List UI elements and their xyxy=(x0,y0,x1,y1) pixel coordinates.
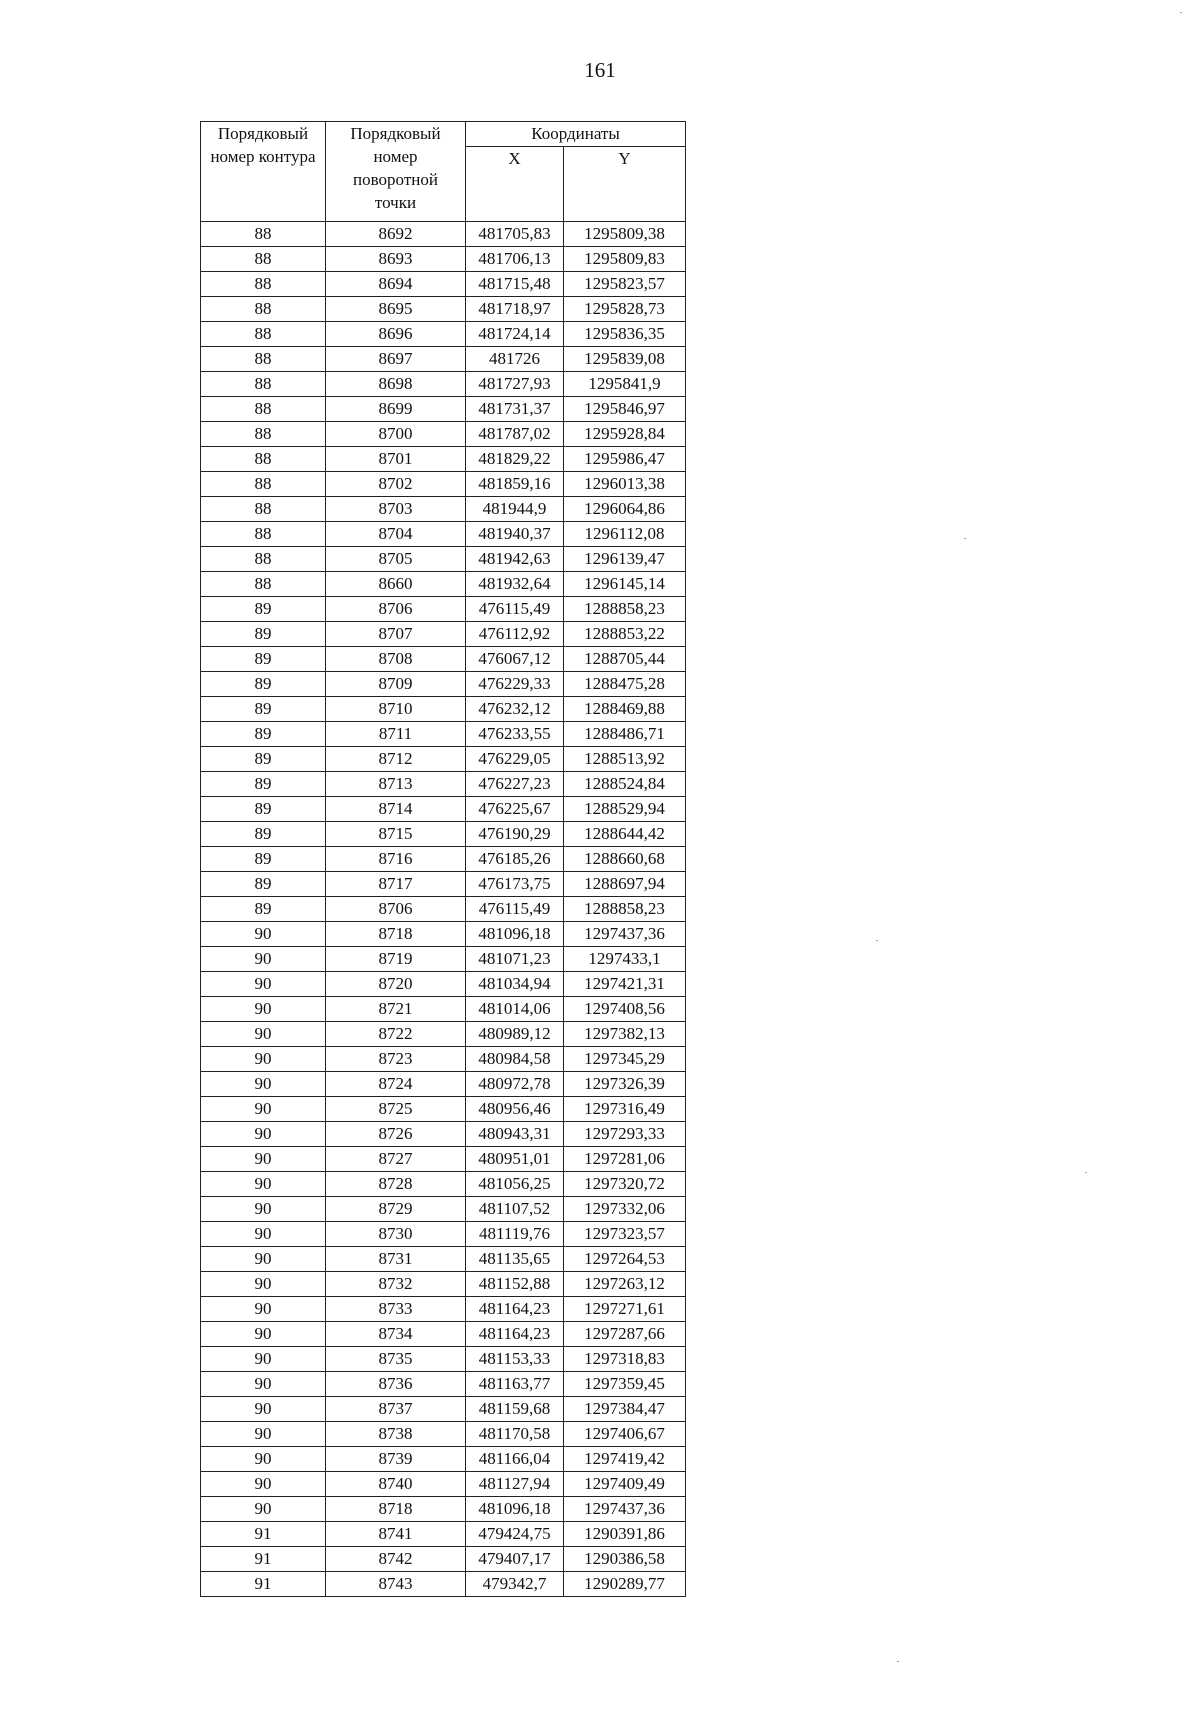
table-row xyxy=(201,1147,686,1172)
scan-speck xyxy=(964,538,966,539)
y-coordinate-cell: 1297384,47 xyxy=(564,1397,686,1422)
header-contour-number: Порядковый номер контура xyxy=(201,122,326,222)
point-number-cell: 8736 xyxy=(326,1372,466,1397)
y-coordinate-cell: 1297316,49 xyxy=(564,1097,686,1122)
contour-number-cell: 88 xyxy=(201,422,326,447)
point-number-cell: 8718 xyxy=(326,922,466,947)
contour-number-cell: 88 xyxy=(201,272,326,297)
coordinates-table xyxy=(200,121,686,1597)
point-number-cell: 8706 xyxy=(326,597,466,622)
x-coordinate-cell: 481159,68 xyxy=(466,1397,564,1422)
table-row xyxy=(201,247,686,272)
table-row xyxy=(201,1022,686,1047)
x-coordinate-cell: 481829,22 xyxy=(466,447,564,472)
point-number-cell: 8726 xyxy=(326,1122,466,1147)
x-coordinate-cell: 481942,63 xyxy=(466,547,564,572)
x-coordinate-cell: 479342,7 xyxy=(466,1572,564,1597)
x-coordinate-cell: 476185,26 xyxy=(466,847,564,872)
y-coordinate-cell: 1288475,28 xyxy=(564,672,686,697)
x-coordinate-cell: 481787,02 xyxy=(466,422,564,447)
point-number-cell: 8741 xyxy=(326,1522,466,1547)
contour-number-cell: 88 xyxy=(201,547,326,572)
x-coordinate-cell: 481726 xyxy=(466,347,564,372)
scan-speck xyxy=(897,1661,899,1662)
contour-number-cell: 90 xyxy=(201,997,326,1022)
x-coordinate-cell: 481135,65 xyxy=(466,1247,564,1272)
table-row xyxy=(201,222,686,247)
y-coordinate-cell: 1288486,71 xyxy=(564,722,686,747)
y-coordinate-cell: 1288513,92 xyxy=(564,747,686,772)
contour-number-cell: 90 xyxy=(201,1347,326,1372)
table-row xyxy=(201,897,686,922)
point-number-cell: 8724 xyxy=(326,1072,466,1097)
point-number-cell: 8702 xyxy=(326,472,466,497)
point-number-cell: 8698 xyxy=(326,372,466,397)
y-coordinate-cell: 1297281,06 xyxy=(564,1147,686,1172)
point-number-cell: 8701 xyxy=(326,447,466,472)
x-coordinate-cell: 481859,16 xyxy=(466,472,564,497)
point-number-cell: 8737 xyxy=(326,1397,466,1422)
y-coordinate-cell: 1297382,13 xyxy=(564,1022,686,1047)
contour-number-cell: 90 xyxy=(201,1147,326,1172)
table-row xyxy=(201,597,686,622)
x-coordinate-cell: 476225,67 xyxy=(466,797,564,822)
y-coordinate-cell: 1297409,49 xyxy=(564,1472,686,1497)
x-coordinate-cell: 476227,23 xyxy=(466,772,564,797)
x-coordinate-cell: 481706,13 xyxy=(466,247,564,272)
contour-number-cell: 90 xyxy=(201,1047,326,1072)
contour-number-cell: 90 xyxy=(201,972,326,997)
y-coordinate-cell: 1297437,36 xyxy=(564,922,686,947)
y-coordinate-cell: 1297406,67 xyxy=(564,1422,686,1447)
x-coordinate-cell: 481107,52 xyxy=(466,1197,564,1222)
point-number-cell: 8704 xyxy=(326,522,466,547)
table-row xyxy=(201,422,686,447)
x-coordinate-cell: 481119,76 xyxy=(466,1222,564,1247)
table-row xyxy=(201,1272,686,1297)
y-coordinate-cell: 1288644,42 xyxy=(564,822,686,847)
contour-number-cell: 91 xyxy=(201,1547,326,1572)
x-coordinate-cell: 481071,23 xyxy=(466,947,564,972)
x-coordinate-cell: 481170,58 xyxy=(466,1422,564,1447)
point-number-cell: 8739 xyxy=(326,1447,466,1472)
contour-number-cell: 90 xyxy=(201,1172,326,1197)
contour-number-cell: 89 xyxy=(201,797,326,822)
contour-number-cell: 89 xyxy=(201,872,326,897)
x-coordinate-cell: 480956,46 xyxy=(466,1097,564,1122)
table-row xyxy=(201,547,686,572)
table-row xyxy=(201,722,686,747)
point-number-cell: 8727 xyxy=(326,1147,466,1172)
y-coordinate-cell: 1288858,23 xyxy=(564,897,686,922)
x-coordinate-cell: 481164,23 xyxy=(466,1322,564,1347)
point-number-cell: 8708 xyxy=(326,647,466,672)
header-coordinates: Координаты xyxy=(466,122,686,147)
point-number-cell: 8693 xyxy=(326,247,466,272)
x-coordinate-cell: 481715,48 xyxy=(466,272,564,297)
table-row xyxy=(201,1372,686,1397)
y-coordinate-cell: 1297320,72 xyxy=(564,1172,686,1197)
x-coordinate-cell: 476233,55 xyxy=(466,722,564,747)
table-row xyxy=(201,447,686,472)
point-number-cell: 8715 xyxy=(326,822,466,847)
point-number-cell: 8738 xyxy=(326,1422,466,1447)
table-row xyxy=(201,872,686,897)
table-row xyxy=(201,947,686,972)
y-coordinate-cell: 1290289,77 xyxy=(564,1572,686,1597)
y-coordinate-cell: 1297359,45 xyxy=(564,1372,686,1397)
contour-number-cell: 90 xyxy=(201,1297,326,1322)
y-coordinate-cell: 1296145,14 xyxy=(564,572,686,597)
y-coordinate-cell: 1288660,68 xyxy=(564,847,686,872)
x-coordinate-cell: 480984,58 xyxy=(466,1047,564,1072)
point-number-cell: 8714 xyxy=(326,797,466,822)
contour-number-cell: 90 xyxy=(201,1222,326,1247)
point-number-cell: 8728 xyxy=(326,1172,466,1197)
y-coordinate-cell: 1297271,61 xyxy=(564,1297,686,1322)
y-coordinate-cell: 1290386,58 xyxy=(564,1547,686,1572)
table-row xyxy=(201,772,686,797)
table-row xyxy=(201,797,686,822)
table-row xyxy=(201,972,686,997)
point-number-cell: 8699 xyxy=(326,397,466,422)
table-row xyxy=(201,622,686,647)
scan-speck xyxy=(876,940,878,941)
contour-number-cell: 89 xyxy=(201,697,326,722)
x-coordinate-cell: 476115,49 xyxy=(466,597,564,622)
y-coordinate-cell: 1297437,36 xyxy=(564,1497,686,1522)
point-number-cell: 8735 xyxy=(326,1347,466,1372)
table-row xyxy=(201,372,686,397)
x-coordinate-cell: 481014,06 xyxy=(466,997,564,1022)
contour-number-cell: 90 xyxy=(201,1497,326,1522)
point-number-cell: 8711 xyxy=(326,722,466,747)
scan-speck xyxy=(1180,12,1182,13)
y-coordinate-cell: 1288524,84 xyxy=(564,772,686,797)
x-coordinate-cell: 481152,88 xyxy=(466,1272,564,1297)
point-number-cell: 8743 xyxy=(326,1572,466,1597)
contour-number-cell: 88 xyxy=(201,472,326,497)
point-number-cell: 8700 xyxy=(326,422,466,447)
point-number-cell: 8721 xyxy=(326,997,466,1022)
x-coordinate-cell: 476229,05 xyxy=(466,747,564,772)
contour-number-cell: 90 xyxy=(201,1472,326,1497)
y-coordinate-cell: 1297293,33 xyxy=(564,1122,686,1147)
table-row xyxy=(201,1347,686,1372)
table-row xyxy=(201,1547,686,1572)
y-coordinate-cell: 1297433,1 xyxy=(564,947,686,972)
y-coordinate-cell: 1297421,31 xyxy=(564,972,686,997)
y-coordinate-cell: 1295828,73 xyxy=(564,297,686,322)
point-number-cell: 8742 xyxy=(326,1547,466,1572)
y-coordinate-cell: 1295846,97 xyxy=(564,397,686,422)
point-number-cell: 8733 xyxy=(326,1297,466,1322)
point-number-cell: 8709 xyxy=(326,672,466,697)
contour-number-cell: 89 xyxy=(201,897,326,922)
contour-number-cell: 88 xyxy=(201,372,326,397)
point-number-cell: 8712 xyxy=(326,747,466,772)
table-row xyxy=(201,1422,686,1447)
y-coordinate-cell: 1297264,53 xyxy=(564,1247,686,1272)
contour-number-cell: 90 xyxy=(201,1272,326,1297)
contour-number-cell: 91 xyxy=(201,1572,326,1597)
contour-number-cell: 88 xyxy=(201,447,326,472)
y-coordinate-cell: 1296112,08 xyxy=(564,522,686,547)
x-coordinate-cell: 481164,23 xyxy=(466,1297,564,1322)
table-row xyxy=(201,1072,686,1097)
point-number-cell: 8729 xyxy=(326,1197,466,1222)
header-x: X xyxy=(466,147,564,222)
point-number-cell: 8716 xyxy=(326,847,466,872)
x-coordinate-cell: 479407,17 xyxy=(466,1547,564,1572)
table-row xyxy=(201,822,686,847)
x-coordinate-cell: 479424,75 xyxy=(466,1522,564,1547)
x-coordinate-cell: 480989,12 xyxy=(466,1022,564,1047)
table-header xyxy=(201,122,686,222)
x-coordinate-cell: 481724,14 xyxy=(466,322,564,347)
table-row xyxy=(201,1047,686,1072)
x-coordinate-cell: 476229,33 xyxy=(466,672,564,697)
x-coordinate-cell: 480951,01 xyxy=(466,1147,564,1172)
point-number-cell: 8710 xyxy=(326,697,466,722)
point-number-cell: 8703 xyxy=(326,497,466,522)
contour-number-cell: 88 xyxy=(201,222,326,247)
y-coordinate-cell: 1295836,35 xyxy=(564,322,686,347)
table-body xyxy=(201,222,686,1597)
contour-number-cell: 90 xyxy=(201,1022,326,1047)
table-row xyxy=(201,522,686,547)
table-row xyxy=(201,472,686,497)
table-row xyxy=(201,922,686,947)
y-coordinate-cell: 1288858,23 xyxy=(564,597,686,622)
x-coordinate-cell: 476112,92 xyxy=(466,622,564,647)
table-row xyxy=(201,1522,686,1547)
contour-number-cell: 90 xyxy=(201,1072,326,1097)
x-coordinate-cell: 481731,37 xyxy=(466,397,564,422)
y-coordinate-cell: 1295809,38 xyxy=(564,222,686,247)
contour-number-cell: 90 xyxy=(201,1397,326,1422)
contour-number-cell: 88 xyxy=(201,247,326,272)
point-number-cell: 8732 xyxy=(326,1272,466,1297)
point-number-cell: 8740 xyxy=(326,1472,466,1497)
x-coordinate-cell: 476115,49 xyxy=(466,897,564,922)
y-coordinate-cell: 1297345,29 xyxy=(564,1047,686,1072)
contour-number-cell: 89 xyxy=(201,597,326,622)
y-coordinate-cell: 1288697,94 xyxy=(564,872,686,897)
header-y: Y xyxy=(564,147,686,222)
y-coordinate-cell: 1296064,86 xyxy=(564,497,686,522)
y-coordinate-cell: 1288705,44 xyxy=(564,647,686,672)
point-number-cell: 8717 xyxy=(326,872,466,897)
contour-number-cell: 89 xyxy=(201,647,326,672)
contour-number-cell: 88 xyxy=(201,397,326,422)
point-number-cell: 8713 xyxy=(326,772,466,797)
y-coordinate-cell: 1296013,38 xyxy=(564,472,686,497)
contour-number-cell: 89 xyxy=(201,672,326,697)
x-coordinate-cell: 481127,94 xyxy=(466,1472,564,1497)
contour-number-cell: 90 xyxy=(201,1247,326,1272)
contour-number-cell: 90 xyxy=(201,1122,326,1147)
x-coordinate-cell: 481718,97 xyxy=(466,297,564,322)
table-row xyxy=(201,1197,686,1222)
contour-number-cell: 88 xyxy=(201,322,326,347)
x-coordinate-cell: 481166,04 xyxy=(466,1447,564,1472)
table-row xyxy=(201,747,686,772)
header-point-number: Порядковый номер поворотной точки xyxy=(326,122,466,222)
point-number-cell: 8692 xyxy=(326,222,466,247)
contour-number-cell: 90 xyxy=(201,1197,326,1222)
contour-number-cell: 89 xyxy=(201,772,326,797)
contour-number-cell: 88 xyxy=(201,572,326,597)
x-coordinate-cell: 481096,18 xyxy=(466,922,564,947)
table-row xyxy=(201,397,686,422)
y-coordinate-cell: 1296139,47 xyxy=(564,547,686,572)
table-row xyxy=(201,1297,686,1322)
y-coordinate-cell: 1297419,42 xyxy=(564,1447,686,1472)
x-coordinate-cell: 476232,12 xyxy=(466,697,564,722)
point-number-cell: 8718 xyxy=(326,1497,466,1522)
contour-number-cell: 89 xyxy=(201,822,326,847)
table-row xyxy=(201,1497,686,1522)
x-coordinate-cell: 481056,25 xyxy=(466,1172,564,1197)
table-row xyxy=(201,347,686,372)
table-row xyxy=(201,1122,686,1147)
contour-number-cell: 89 xyxy=(201,722,326,747)
x-coordinate-cell: 481705,83 xyxy=(466,222,564,247)
y-coordinate-cell: 1297318,83 xyxy=(564,1347,686,1372)
table-row xyxy=(201,1572,686,1597)
x-coordinate-cell: 476067,12 xyxy=(466,647,564,672)
contour-number-cell: 90 xyxy=(201,947,326,972)
table-row xyxy=(201,672,686,697)
point-number-cell: 8705 xyxy=(326,547,466,572)
x-coordinate-cell: 481034,94 xyxy=(466,972,564,997)
table-row xyxy=(201,647,686,672)
contour-number-cell: 89 xyxy=(201,847,326,872)
contour-number-cell: 90 xyxy=(201,1322,326,1347)
contour-number-cell: 90 xyxy=(201,1422,326,1447)
point-number-cell: 8725 xyxy=(326,1097,466,1122)
contour-number-cell: 88 xyxy=(201,497,326,522)
table-row xyxy=(201,1097,686,1122)
scan-speck xyxy=(1085,1172,1087,1173)
y-coordinate-cell: 1297326,39 xyxy=(564,1072,686,1097)
x-coordinate-cell: 476173,75 xyxy=(466,872,564,897)
y-coordinate-cell: 1295809,83 xyxy=(564,247,686,272)
y-coordinate-cell: 1295841,9 xyxy=(564,372,686,397)
contour-number-cell: 88 xyxy=(201,522,326,547)
y-coordinate-cell: 1288529,94 xyxy=(564,797,686,822)
point-number-cell: 8694 xyxy=(326,272,466,297)
table-row xyxy=(201,847,686,872)
table-row xyxy=(201,997,686,1022)
point-number-cell: 8723 xyxy=(326,1047,466,1072)
y-coordinate-cell: 1295986,47 xyxy=(564,447,686,472)
table-row xyxy=(201,1447,686,1472)
y-coordinate-cell: 1297332,06 xyxy=(564,1197,686,1222)
table-row xyxy=(201,1222,686,1247)
point-number-cell: 8719 xyxy=(326,947,466,972)
y-coordinate-cell: 1288469,88 xyxy=(564,697,686,722)
point-number-cell: 8706 xyxy=(326,897,466,922)
y-coordinate-cell: 1295928,84 xyxy=(564,422,686,447)
point-number-cell: 8722 xyxy=(326,1022,466,1047)
point-number-cell: 8695 xyxy=(326,297,466,322)
contour-number-cell: 90 xyxy=(201,1097,326,1122)
table-row xyxy=(201,1247,686,1272)
y-coordinate-cell: 1297323,57 xyxy=(564,1222,686,1247)
contour-number-cell: 90 xyxy=(201,922,326,947)
x-coordinate-cell: 481163,77 xyxy=(466,1372,564,1397)
point-number-cell: 8730 xyxy=(326,1222,466,1247)
point-number-cell: 8696 xyxy=(326,322,466,347)
x-coordinate-cell: 481944,9 xyxy=(466,497,564,522)
point-number-cell: 8734 xyxy=(326,1322,466,1347)
point-number-cell: 8660 xyxy=(326,572,466,597)
contour-number-cell: 90 xyxy=(201,1372,326,1397)
x-coordinate-cell: 481096,18 xyxy=(466,1497,564,1522)
contour-number-cell: 88 xyxy=(201,297,326,322)
table-row xyxy=(201,297,686,322)
y-coordinate-cell: 1297263,12 xyxy=(564,1272,686,1297)
x-coordinate-cell: 481727,93 xyxy=(466,372,564,397)
x-coordinate-cell: 476190,29 xyxy=(466,822,564,847)
table-row xyxy=(201,1172,686,1197)
table-row xyxy=(201,1322,686,1347)
y-coordinate-cell: 1290391,86 xyxy=(564,1522,686,1547)
table-row xyxy=(201,322,686,347)
contour-number-cell: 89 xyxy=(201,622,326,647)
contour-number-cell: 88 xyxy=(201,347,326,372)
point-number-cell: 8731 xyxy=(326,1247,466,1272)
x-coordinate-cell: 481940,37 xyxy=(466,522,564,547)
y-coordinate-cell: 1295839,08 xyxy=(564,347,686,372)
table-row xyxy=(201,497,686,522)
table-row xyxy=(201,572,686,597)
x-coordinate-cell: 480972,78 xyxy=(466,1072,564,1097)
y-coordinate-cell: 1297287,66 xyxy=(564,1322,686,1347)
y-coordinate-cell: 1288853,22 xyxy=(564,622,686,647)
table-row xyxy=(201,1397,686,1422)
y-coordinate-cell: 1297408,56 xyxy=(564,997,686,1022)
table-row xyxy=(201,272,686,297)
contour-number-cell: 89 xyxy=(201,747,326,772)
table-row xyxy=(201,1472,686,1497)
x-coordinate-cell: 480943,31 xyxy=(466,1122,564,1147)
contour-number-cell: 91 xyxy=(201,1522,326,1547)
point-number-cell: 8697 xyxy=(326,347,466,372)
contour-number-cell: 90 xyxy=(201,1447,326,1472)
x-coordinate-cell: 481153,33 xyxy=(466,1347,564,1372)
table-row xyxy=(201,697,686,722)
point-number-cell: 8707 xyxy=(326,622,466,647)
point-number-cell: 8720 xyxy=(326,972,466,997)
y-coordinate-cell: 1295823,57 xyxy=(564,272,686,297)
x-coordinate-cell: 481932,64 xyxy=(466,572,564,597)
page-number: 161 xyxy=(584,58,616,82)
